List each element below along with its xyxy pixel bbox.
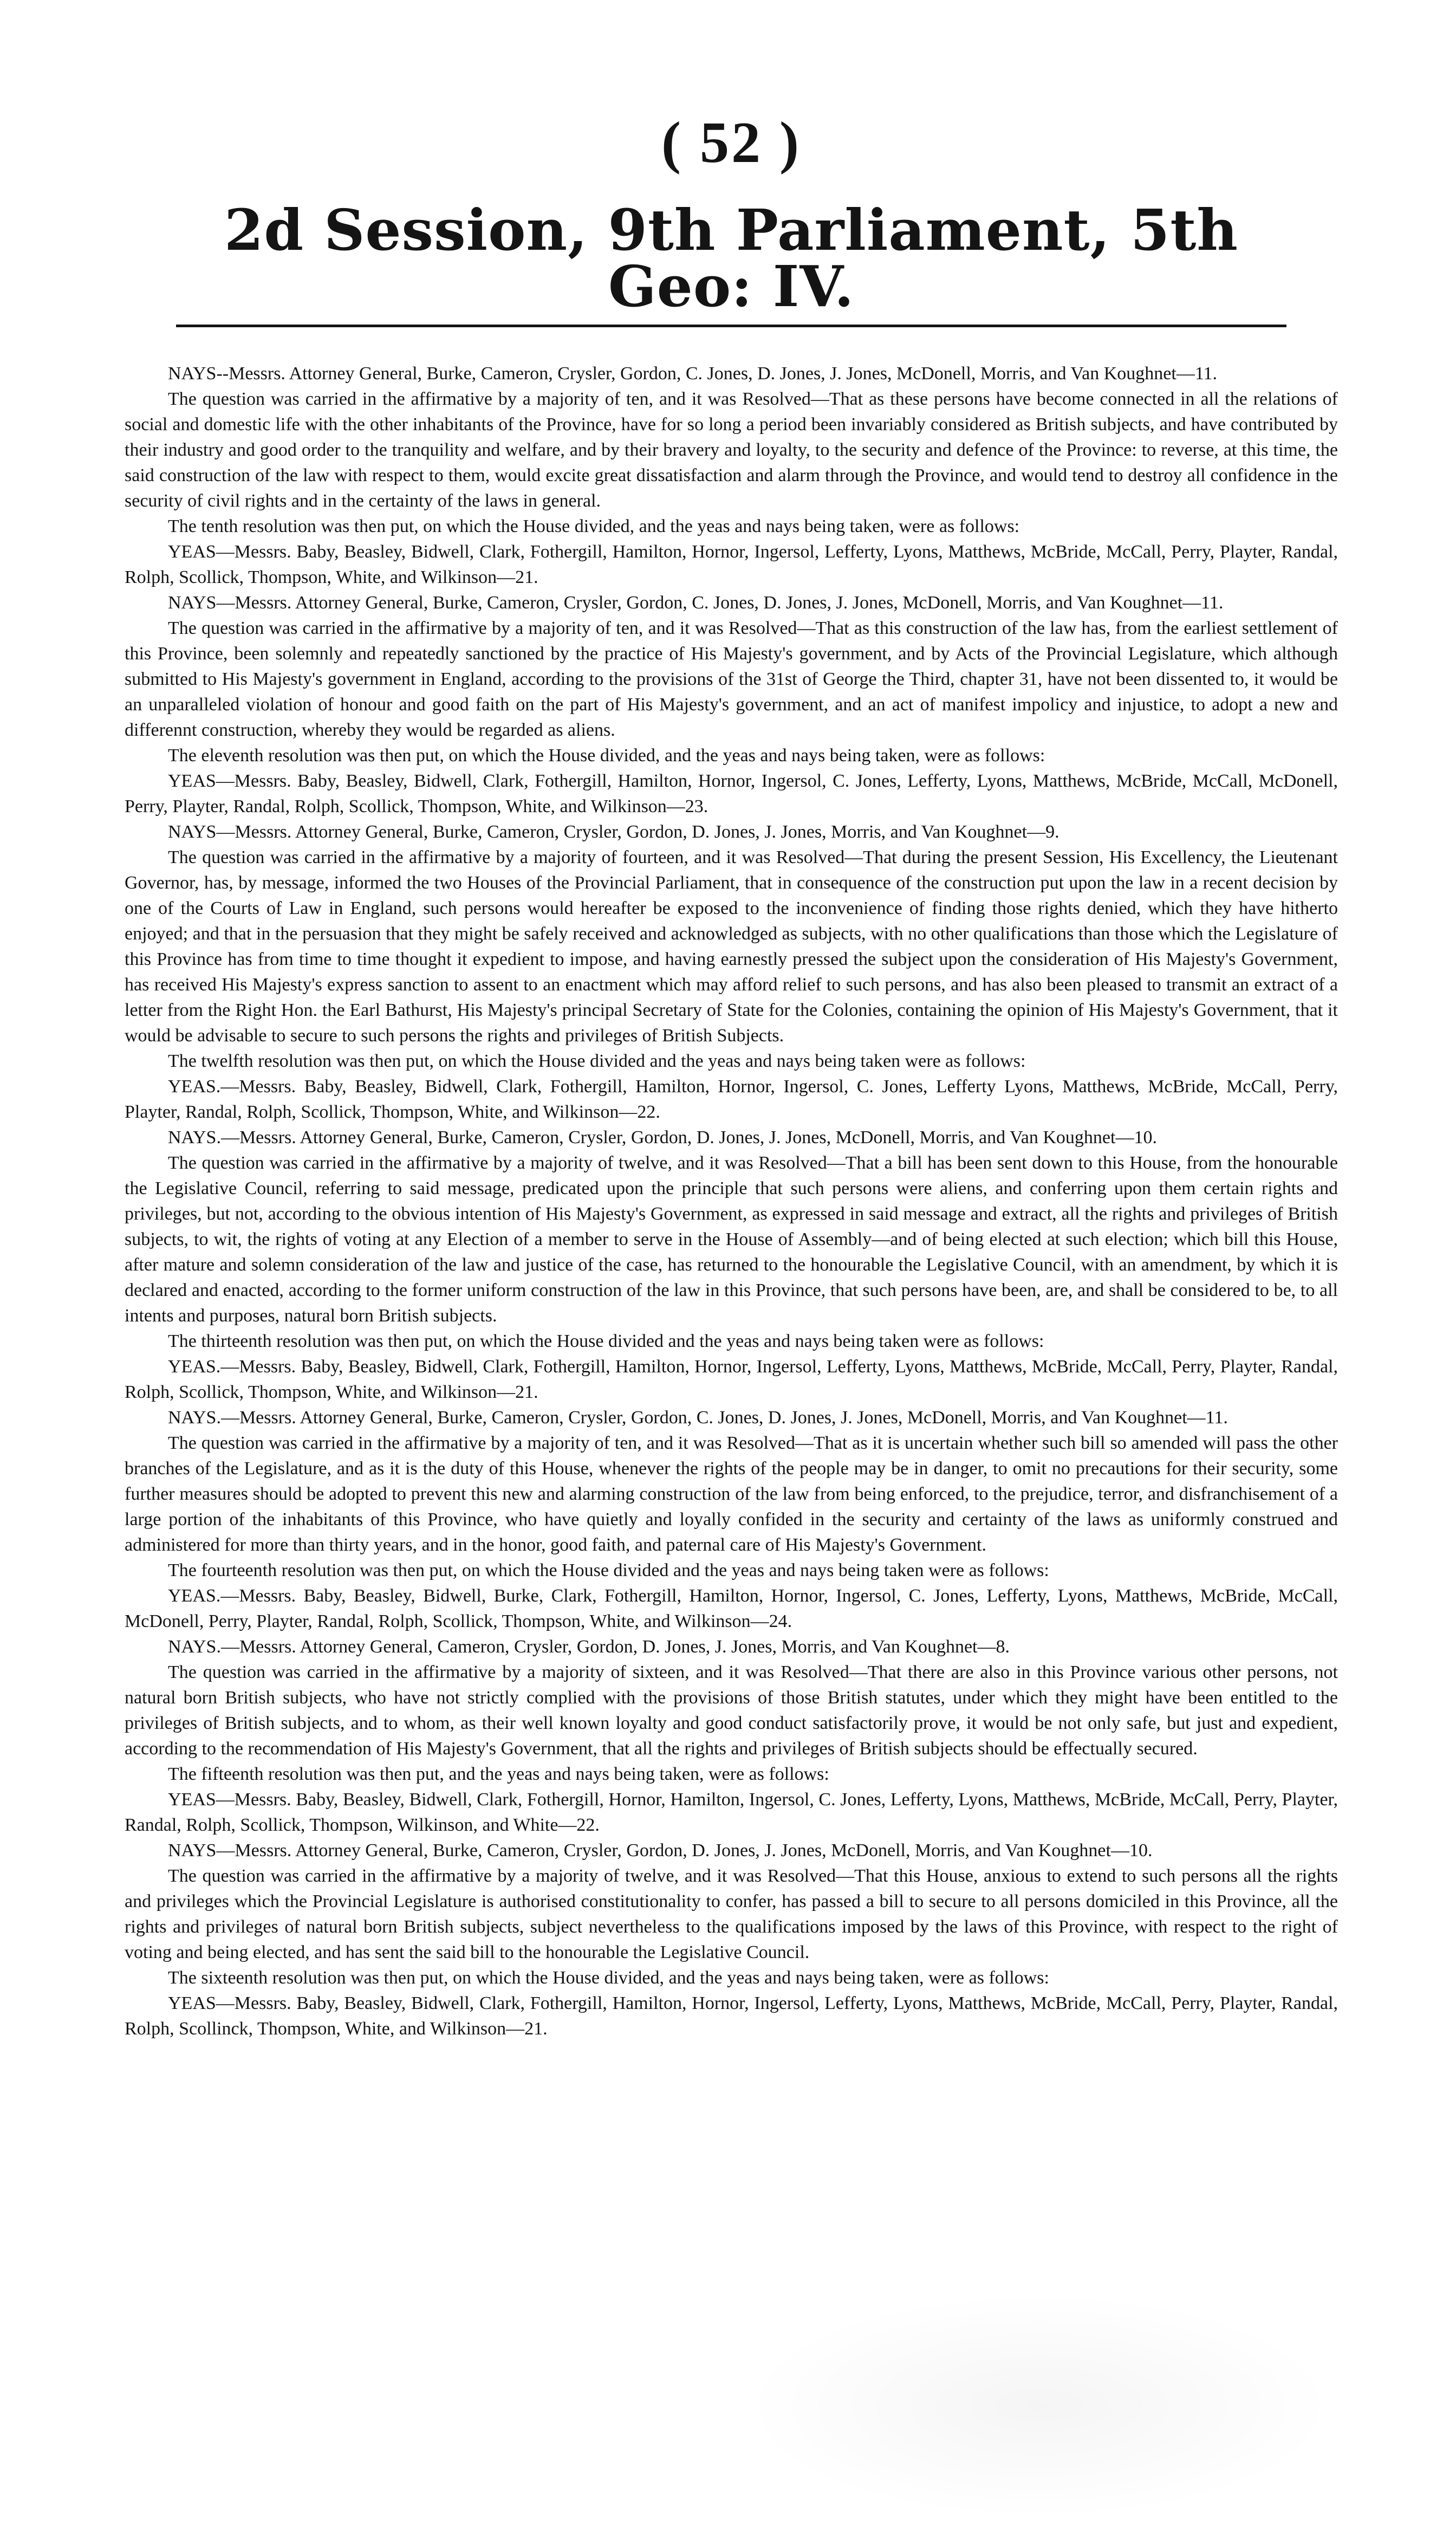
- paragraph: The thirteenth resolution was then put, on which the House divided and the yeas and nays being taken were as follows:: [168, 1331, 1044, 1351]
- paragraph: The eleventh resolution was then put, on which the House divided, and the yeas and nays being taken, were as follows:: [168, 746, 1045, 766]
- running-head: 2d Session, 9th Parliament, 5th Geo: IV.: [176, 202, 1286, 327]
- paragraph: The question was carried in the affirmative by a majority of twelve, and it was Resolved—That a bill has been sent down to this House, from the honourable the Legislative Council, referring to said message, predicated upon the principle that such persons were aliens, and conferring upon them certain rights and privileges, but not, according to the obvious intention of His Majesty's Government, as expressed in said message and extract, all the rights and privileges of British subjects, to wit, the rights of voting at any Election of a member to serve in the House of Assembly—and of being elected at such election; which bill this House, after mature and solemn consideration of the law and justice of the case, has returned to the honourable the Legislative Council, with an amendment, by which it is declared and enacted, according to the former uniform construction of the law in this Province, that such persons have been, are, and shall be considered to be, to all intents and purposes, natural born British subjects.: [125, 1153, 1338, 1326]
- paper-stain: [741, 2292, 1337, 2519]
- paragraph: YEAS.—Messrs. Baby, Beasley, Bidwell, Burke, Clark, Fothergill, Hamilton, Hornor, Ingersol, C. Jones, Lefferty, Lyons, Matthews, McBride, McCall, McDonell, Perry, Playter, Randal, Rolph, Scollick, Thompson, White, and Wilkinson—24.: [125, 1586, 1338, 1631]
- paragraph: YEAS.—Messrs. Baby, Beasley, Bidwell, Clark, Fothergill, Hamilton, Hornor, Ingersol, Lefferty, Lyons, Matthews, McBride, McCall, Perry, Playter, Randal, Rolph, Scollick, Thompson, White, and Wilkinson—21.: [125, 1357, 1338, 1402]
- paragraph: The question was carried in the affirmative by a majority of fourteen, and it was Resolved—That during the present Session, His Excellency, the Lieutenant Governor, has, by message, informed the two Houses of the Provincial Parliament, that in consequence of the construction put upon the law in a recent decision by one of the Courts of Law in England, such persons would hereafter be exposed to the inconvenience of finding those rights denied, which they have hitherto enjoyed; and that in the persuasion that they might be safely received and acknowledged as subjects, with no other qualifications than those which the Legislature of this Province has from time to time thought it expedient to impose, and having earnestly pressed the subject upon the consideration of His Majesty's Government, has received His Majesty's express sanction to assent to an enactment which may afford relief to such persons, and has also been pleased to transmit an extract of a letter from the Right Hon. the Earl Bathurst, His Majesty's principal Secretary of State for the Colonies, containing the opinion of His Majesty's Government, that it would be advisable to secure to such persons the rights and privileges of British Subjects.: [125, 847, 1338, 1046]
- paragraph: YEAS—Messrs. Baby, Beasley, Bidwell, Clark, Fothergill, Hamilton, Hornor, Ingersol, C. Jones, Lefferty, Lyons, Matthews, McBride, McCall, McDonell, Perry, Playter, Randal, Rolph, Scollick, Thompson, White, and Wilkinson—23.: [125, 771, 1338, 816]
- page-number: ( 52 ): [661, 111, 801, 175]
- paragraph: The question was carried in the affirmative by a majority of ten, and it was Resolved—That as these persons have become connected in all the relations of social and domestic life with the other inhabitants of the Province, have for so long a period been invariably considered as British subjects, and have contributed by their industry and good order to the tranquility and welfare, and by their bravery and loyalty, to the security and defence of the Province: to reverse, at this time, the said construction of the law with respect to them, would excite great dissatisfaction and alarm through the Province, and would tend to destroy all confidence in the security of civil rights and in the certainty of the laws in general.: [125, 389, 1338, 511]
- paragraph: The question was carried in the affirmative by a majority of ten, and it was Resolved—That as it is uncertain whether such bill so amended will pass the other branches of the Legislature, and as it is the duty of this House, whenever the rights of the people may be in danger, to omit no precautions for their security, some further measures should be adopted to prevent this new and alarming construction of the law from being enforced, to the prejudice, terror, and disfranchisement of a large portion of the inhabitants of this Province, who have quietly and loyally confided in the security and certainty of the laws as uniformly construed and administered for more than thirty years, and in the honor, good faith, and paternal care of His Majesty's Government.: [125, 1433, 1338, 1555]
- paragraph: The fourteenth resolution was then put, on which the House divided and the yeas and nays being taken were as follows:: [168, 1560, 1049, 1580]
- paragraph: The question was carried in the affirmative by a majority of sixteen, and it was Resolved—That there are also in this Province various other persons, not natural born British subjects, who have not strictly complied with the provisions of those British statutes, under which they might have been entitled to the privileges of British subjects, and to whom, as their well known loyalty and good conduct satisfactorily prove, it would be not only safe, but just and expedient, according to the recommendation of His Majesty's Government, that all the rights and privileges of British subjects should be effectually secured.: [125, 1662, 1338, 1759]
- paragraph: The fifteenth resolution was then put, and the yeas and nays being taken, were as follows:: [168, 1764, 829, 1784]
- paragraph: The tenth resolution was then put, on which the House divided, and the yeas and nays being taken, were as follows:: [168, 516, 1020, 536]
- paragraph: YEAS.—Messrs. Baby, Beasley, Bidwell, Clark, Fothergill, Hamilton, Hornor, Ingersol, C. Jones, Lefferty Lyons, Matthews, McBride, McCall, Perry, Playter, Randal, Rolph, Scollick, Thompson, White, and Wilkinson—22.: [125, 1077, 1338, 1122]
- paragraph: The question was carried in the affirmative by a majority of ten, and it was Resolved—That as this construction of the law has, from the earliest settlement of this Province, been solemnly and repeatedly sanctioned by the practice of His Majesty's government, and by Acts of the Provincial Legislature, which although submitted to His Majesty's government in England, according to the provisions of the 31st of George the Third, chapter 31, have not been dissented to, it would be an unparalleled violation of honour and good faith on the part of His Majesty's government, and an act of manifest impolicy and injustice, to adopt a new and differennt construction, whereby they would be regarded as aliens.: [125, 618, 1338, 740]
- paragraph: The question was carried in the affirmative by a majority of twelve, and it was Resolved—That this House, anxious to extend to such persons all the rights and privileges which the Provincial Legislature is authorised constitutionality to confer, has passed a bill to secure to all persons domiciled in this Province, all the rights and privileges of natural born British subjects, subject nevertheless to the qualifications imposed by the laws of this Province, with respect to the right of voting and being elected, and has sent the said bill to the honourable the Legislative Council.: [125, 1866, 1338, 1962]
- paragraph: NAYS--Messrs. Attorney General, Burke, Cameron, Crysler, Gordon, C. Jones, D. Jones, J. Jones, McDonell, Morris, and Van Koughnet—11.: [168, 364, 1218, 384]
- paragraph: NAYS.—Messrs. Attorney General, Burke, Cameron, Crysler, Gordon, D. Jones, J. Jones, McDonell, Morris, and Van Koughnet—10.: [168, 1127, 1157, 1148]
- paragraph: NAYS—Messrs. Attorney General, Burke, Cameron, Crysler, Gordon, D. Jones, J. Jones, McDonell, Morris, and Van Koughnet—10.: [168, 1840, 1153, 1861]
- paragraph: NAYS.—Messrs. Attorney General, Cameron, Crysler, Gordon, D. Jones, J. Jones, Morris, and Van Koughnet—8.: [168, 1637, 1010, 1657]
- paragraph: YEAS—Messrs. Baby, Beasley, Bidwell, Clark, Fothergill, Hornor, Hamilton, Ingersol, C. Jones, Lefferty, Lyons, Matthews, McBride, McCall, Perry, Playter, Randal, Rolph, Scollick, Thompson, Wilkinson, and White—22.: [125, 1790, 1338, 1835]
- document-page: [125, 81, 1338, 2041]
- paragraph: The twelfth resolution was then put, on which the House divided and the yeas and nays being taken were as follows:: [168, 1051, 1026, 1071]
- paragraph: NAYS—Messrs. Attorney General, Burke, Cameron, Crysler, Gordon, C. Jones, D. Jones, J. Jones, McDonell, Morris, and Van Koughnet—11.: [168, 593, 1224, 613]
- body-text: [125, 361, 1338, 2041]
- paragraph: NAYS.—Messrs. Attorney General, Burke, Cameron, Crysler, Gordon, C. Jones, D. Jones, J. Jones, McDonell, Morris, and Van Koughnet—11.: [168, 1408, 1228, 1428]
- paragraph: The sixteenth resolution was then put, on which the House divided, and the yeas and nays being taken, were as follows:: [168, 1968, 1049, 1988]
- paragraph: YEAS—Messrs. Baby, Beasley, Bidwell, Clark, Fothergill, Hamilton, Hornor, Ingersol, Lefferty, Lyons, Matthews, McBride, McCall, Perry, Playter, Randal, Rolph, Scollick, Thompson, White, and Wilkinson—21.: [125, 542, 1338, 587]
- paragraph: YEAS—Messrs. Baby, Beasley, Bidwell, Clark, Fothergill, Hamilton, Hornor, Ingersol, Lefferty, Lyons, Matthews, McBride, McCall, Perry, Playter, Randal, Rolph, Scollinck, Thompson, White, and Wilkinson—21.: [125, 1993, 1338, 2039]
- paragraph: NAYS—Messrs. Attorney General, Burke, Cameron, Crysler, Gordon, D. Jones, J. Jones, Morris, and Van Koughnet—9.: [168, 822, 1060, 842]
